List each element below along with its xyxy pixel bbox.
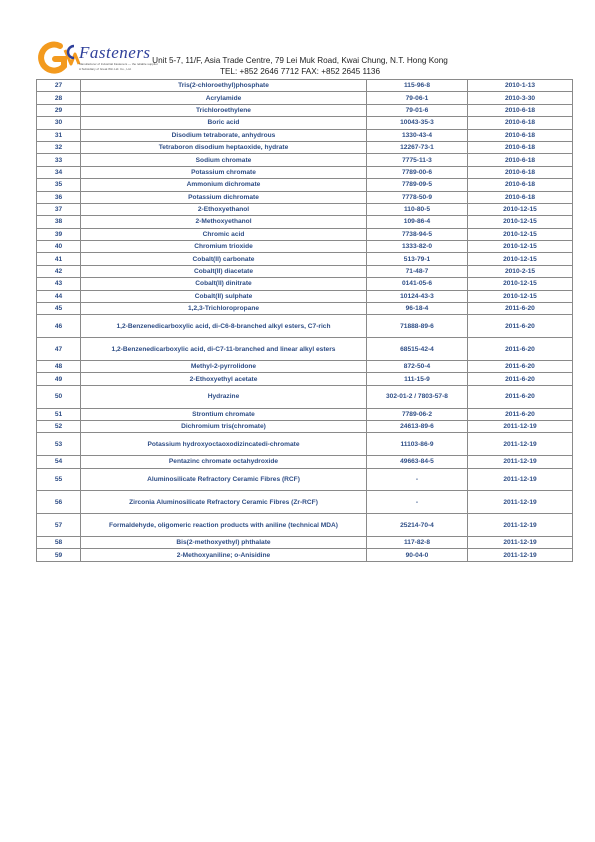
table-row (37, 241, 573, 253)
table-row (37, 80, 573, 92)
inclusion-date: 2011-12-19 (468, 456, 573, 468)
row-number: 39 (37, 228, 81, 240)
substance-name: 2-Methoxyaniline; o-Anisidine (81, 549, 367, 561)
cas-number: 25214-70-4 (367, 514, 468, 537)
cas-number: 79-06-1 (367, 92, 468, 104)
inclusion-date: 2010-6-18 (468, 154, 573, 166)
inclusion-date: 2010-6-18 (468, 129, 573, 141)
table-row (37, 92, 573, 104)
row-number: 40 (37, 241, 81, 253)
inclusion-date: 2010-12-15 (468, 278, 573, 290)
table-row (37, 129, 573, 141)
substance-name: Chromium trioxide (81, 241, 367, 253)
row-number: 28 (37, 92, 81, 104)
inclusion-date: 2011-12-19 (468, 420, 573, 432)
cas-number: 79-01-6 (367, 104, 468, 116)
row-number: 29 (37, 104, 81, 116)
table-row (37, 179, 573, 191)
substance-name: 2-Methoxyethanol (81, 216, 367, 228)
row-number: 57 (37, 514, 81, 537)
cas-number: 11103-86-9 (367, 433, 468, 456)
substance-name: Hydrazine (81, 385, 367, 408)
table-row (37, 420, 573, 432)
cas-number: 7738-94-5 (367, 228, 468, 240)
inclusion-date: 2010-12-15 (468, 228, 573, 240)
row-number: 35 (37, 179, 81, 191)
table-row (37, 338, 573, 361)
cas-number: 1333-82-0 (367, 241, 468, 253)
substance-name: Ammonium dichromate (81, 179, 367, 191)
table-row (37, 549, 573, 561)
row-number: 54 (37, 456, 81, 468)
table-row (37, 303, 573, 315)
cas-number: 24613-89-6 (367, 420, 468, 432)
row-number: 45 (37, 303, 81, 315)
substance-name: Dichromium tris(chromate) (81, 420, 367, 432)
inclusion-date: 2010-12-15 (468, 290, 573, 302)
cas-number: - (367, 491, 468, 514)
table-row (37, 385, 573, 408)
table-row (37, 373, 573, 385)
cas-number: 872-50-4 (367, 361, 468, 373)
inclusion-date: 2010-6-18 (468, 166, 573, 178)
table-row (37, 456, 573, 468)
table-row (37, 433, 573, 456)
substance-name: Cobalt(II) carbonate (81, 253, 367, 265)
cas-number: 12267-73-1 (367, 141, 468, 153)
inclusion-date: 2010-12-15 (468, 216, 573, 228)
inclusion-date: 2010-6-18 (468, 117, 573, 129)
table-row (37, 216, 573, 228)
cas-number: 110-80-5 (367, 203, 468, 215)
cas-number: 10124-43-3 (367, 290, 468, 302)
inclusion-date: 2011-6-20 (468, 385, 573, 408)
row-number: 36 (37, 191, 81, 203)
inclusion-date: 2010-12-15 (468, 253, 573, 265)
logo-wordmark: Fasteners (79, 43, 151, 62)
table-row (37, 315, 573, 338)
substance-name: Methyl-2-pyrrolidone (81, 361, 367, 373)
substance-name: Cobalt(II) diacetate (81, 265, 367, 277)
inclusion-date: 2010-1-13 (468, 80, 573, 92)
cas-number: 302-01-2 / 7803-57-8 (367, 385, 468, 408)
cas-number: 49663-84-5 (367, 456, 468, 468)
substance-name: 1,2,3-Trichloropropane (81, 303, 367, 315)
cas-number: 71888-89-6 (367, 315, 468, 338)
substance-name: Potassium dichromate (81, 191, 367, 203)
table-row (37, 514, 573, 537)
inclusion-date: 2011-12-19 (468, 433, 573, 456)
substance-name: Potassium hydroxyoctaoxodizincatedi-chromate (81, 433, 367, 456)
substance-name: 2-Ethoxyethanol (81, 203, 367, 215)
cas-number: 68515-42-4 (367, 338, 468, 361)
company-address: Unit 5-7, 11/F, Asia Trade Centre, 79 Lei Muk Road, Kwai Chung, N.T. Hong Kong (152, 56, 448, 65)
cas-number: - (367, 468, 468, 491)
company-contact: TEL: +852 2646 7712 FAX: +852 2645 1136 (219, 67, 381, 76)
substance-name: 2-Ethoxyethyl acetate (81, 373, 367, 385)
inclusion-date: 2011-6-20 (468, 373, 573, 385)
substance-name: Pentazinc chromate octahydroxide (81, 456, 367, 468)
table-row (37, 203, 573, 215)
table-row (37, 491, 573, 514)
page-header (0, 0, 595, 78)
logo-subsidiary: A Subsidiary of Great Win Ltd. Co., Ltd. (79, 67, 132, 71)
row-number: 41 (37, 253, 81, 265)
row-number: 53 (37, 433, 81, 456)
substance-name: Trichloroethylene (81, 104, 367, 116)
row-number: 33 (37, 154, 81, 166)
inclusion-date: 2011-12-19 (468, 536, 573, 548)
substance-name: Tris(2-chloroethyl)phosphate (81, 80, 367, 92)
substance-name: Boric acid (81, 117, 367, 129)
inclusion-date: 2010-6-18 (468, 191, 573, 203)
substance-table-body (37, 80, 573, 562)
substance-name: Disodium tetraborate, anhydrous (81, 129, 367, 141)
cas-number: 117-82-8 (367, 536, 468, 548)
substance-name: Strontium chromate (81, 408, 367, 420)
inclusion-date: 2011-12-19 (468, 491, 573, 514)
substance-name: Tetraboron disodium heptaoxide, hydrate (81, 141, 367, 153)
table-row (37, 468, 573, 491)
cas-number: 7789-00-6 (367, 166, 468, 178)
cas-number: 96-18-4 (367, 303, 468, 315)
cas-number: 111-15-9 (367, 373, 468, 385)
row-number: 30 (37, 117, 81, 129)
table-row (37, 191, 573, 203)
row-number: 58 (37, 536, 81, 548)
substance-name: Sodium chromate (81, 154, 367, 166)
inclusion-date: 2011-12-19 (468, 514, 573, 537)
substance-name: Cobalt(II) dinitrate (81, 278, 367, 290)
inclusion-date: 2010-2-15 (468, 265, 573, 277)
substance-name: Cobalt(II) sulphate (81, 290, 367, 302)
cas-number: 115-96-8 (367, 80, 468, 92)
inclusion-date: 2011-6-20 (468, 408, 573, 420)
gw-logo-mark-icon (38, 40, 82, 76)
cas-number: 7789-09-5 (367, 179, 468, 191)
inclusion-date: 2011-6-20 (468, 361, 573, 373)
cas-number: 7775-11-3 (367, 154, 468, 166)
substance-table (36, 79, 552, 562)
row-number: 50 (37, 385, 81, 408)
row-number: 38 (37, 216, 81, 228)
table-row (37, 536, 573, 548)
row-number: 47 (37, 338, 81, 361)
table-row (37, 166, 573, 178)
table-row (37, 265, 573, 277)
inclusion-date: 2010-6-18 (468, 179, 573, 191)
table-row (37, 154, 573, 166)
table-row (37, 361, 573, 373)
substance-name: Aluminosilicate Refractory Ceramic Fibres (RCF) (81, 468, 367, 491)
table-row (37, 253, 573, 265)
substance-name: 1,2-Benzenedicarboxylic acid, di-C7-11-branched and linear alkyl esters (81, 338, 367, 361)
table-row (37, 141, 573, 153)
company-logo (38, 40, 158, 76)
cas-number: 7778-50-9 (367, 191, 468, 203)
row-number: 46 (37, 315, 81, 338)
table-row (37, 117, 573, 129)
row-number: 42 (37, 265, 81, 277)
cas-number: 7789-06-2 (367, 408, 468, 420)
substance-name: Zirconia Aluminosilicate Refractory Ceramic Fibres (Zr-RCF) (81, 491, 367, 514)
substance-name: Chromic acid (81, 228, 367, 240)
cas-number: 513-79-1 (367, 253, 468, 265)
inclusion-date: 2011-6-20 (468, 338, 573, 361)
row-number: 59 (37, 549, 81, 561)
table-row (37, 290, 573, 302)
inclusion-date: 2010-6-18 (468, 141, 573, 153)
inclusion-date: 2011-6-20 (468, 315, 573, 338)
inclusion-date: 2011-12-19 (468, 549, 573, 561)
inclusion-date: 2011-12-19 (468, 468, 573, 491)
substance-name: Formaldehyde, oligomeric reaction products with aniline (technical MDA) (81, 514, 367, 537)
cas-number: 90-04-0 (367, 549, 468, 561)
cas-number: 10043-35-3 (367, 117, 468, 129)
row-number: 49 (37, 373, 81, 385)
substance-name: 1,2-Benzenedicarboxylic acid, di-C6-8-branched alkyl esters, C7-rich (81, 315, 367, 338)
table-row (37, 104, 573, 116)
table-row (37, 228, 573, 240)
row-number: 51 (37, 408, 81, 420)
logo-tagline: Manufacturer of Industrial Fasteners — the reliable supplier (79, 62, 158, 66)
inclusion-date: 2010-12-15 (468, 241, 573, 253)
row-number: 34 (37, 166, 81, 178)
row-number: 55 (37, 468, 81, 491)
substance-name: Potassium chromate (81, 166, 367, 178)
table-row (37, 408, 573, 420)
table-row (37, 278, 573, 290)
inclusion-date: 2010-12-15 (468, 203, 573, 215)
cas-number: 71-48-7 (367, 265, 468, 277)
substance-name: Acrylamide (81, 92, 367, 104)
row-number: 44 (37, 290, 81, 302)
row-number: 37 (37, 203, 81, 215)
row-number: 43 (37, 278, 81, 290)
row-number: 52 (37, 420, 81, 432)
row-number: 32 (37, 141, 81, 153)
inclusion-date: 2010-3-30 (468, 92, 573, 104)
row-number: 27 (37, 80, 81, 92)
substance-name: Bis(2-methoxyethyl) phthalate (81, 536, 367, 548)
cas-number: 109-86-4 (367, 216, 468, 228)
cas-number: 1330-43-4 (367, 129, 468, 141)
row-number: 31 (37, 129, 81, 141)
row-number: 56 (37, 491, 81, 514)
row-number: 48 (37, 361, 81, 373)
cas-number: 0141-05-6 (367, 278, 468, 290)
inclusion-date: 2010-6-18 (468, 104, 573, 116)
inclusion-date: 2011-6-20 (468, 303, 573, 315)
